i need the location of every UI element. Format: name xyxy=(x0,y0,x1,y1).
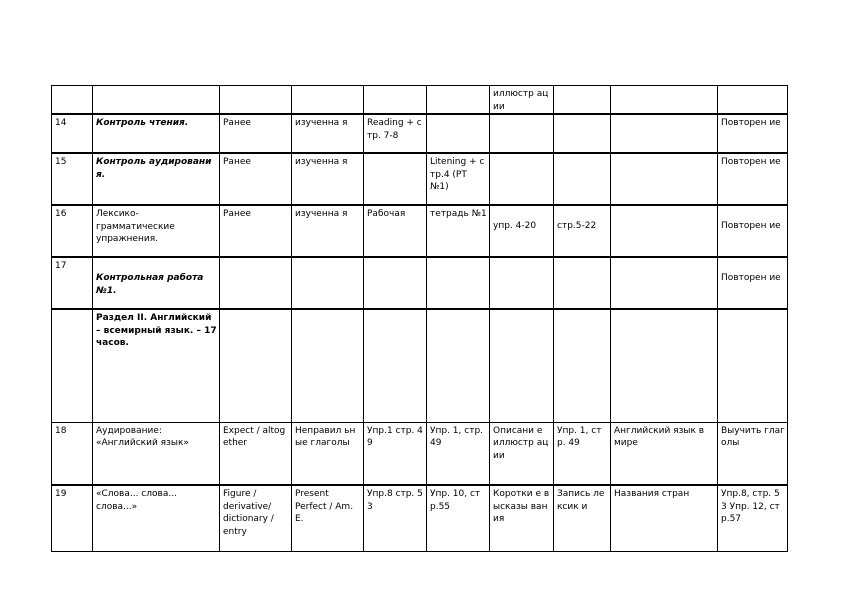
table-cell xyxy=(490,114,554,153)
table-cell: изученна я xyxy=(292,114,364,153)
table-cell: Figure / derivative/ dictionary / entry xyxy=(220,485,292,551)
lesson-number: 14 xyxy=(52,114,93,153)
lesson-number xyxy=(52,309,93,422)
lesson-number xyxy=(52,86,93,115)
table-cell: Запись лексик и xyxy=(554,485,611,551)
table-row xyxy=(52,153,788,205)
table-row xyxy=(52,422,788,485)
table-cell: Упр. 1, стр. 49 xyxy=(427,422,490,485)
lesson-number: 15 xyxy=(52,153,93,205)
table-cell: стр.5-22 xyxy=(554,205,611,257)
table-cell xyxy=(427,257,490,309)
table-cell: Названия стран xyxy=(611,485,718,551)
table-cell: изученна я xyxy=(292,205,364,257)
table-cell xyxy=(292,86,364,115)
table-row xyxy=(52,86,788,115)
table-cell: Повторен ие xyxy=(718,205,788,257)
table-cell: тетрадь №1 xyxy=(427,205,490,257)
table-cell: упр. 4-20 xyxy=(490,205,554,257)
lesson-topic: Контроль аудирования. xyxy=(93,153,220,205)
table-cell xyxy=(364,86,427,115)
lesson-topic xyxy=(93,86,220,115)
table-cell xyxy=(611,257,718,309)
table-cell: Expect / altogether xyxy=(220,422,292,485)
lesson-plan-table xyxy=(51,85,788,552)
lesson-topic: Контроль чтения. xyxy=(93,114,220,153)
table-cell xyxy=(292,309,364,422)
lesson-number: 19 xyxy=(52,485,93,551)
table-cell: Reading + стр. 7-8 xyxy=(364,114,427,153)
table-cell xyxy=(364,153,427,205)
table-cell xyxy=(220,86,292,115)
lesson-number: 18 xyxy=(52,422,93,485)
table-cell xyxy=(718,86,788,115)
section-title: Раздел II. Английский – всемирный язык. – 17 часов. xyxy=(93,309,220,422)
table-cell xyxy=(364,309,427,422)
table-cell: Present Perfect / Am. E. xyxy=(292,485,364,551)
table-cell xyxy=(490,309,554,422)
table-cell xyxy=(554,309,611,422)
table-cell: Ранее xyxy=(220,114,292,153)
table-cell: Коротки е высказы вания xyxy=(490,485,554,551)
lesson-number: 17 xyxy=(52,257,93,309)
table-cell: Рабочая xyxy=(364,205,427,257)
table-cell: изученна я xyxy=(292,153,364,205)
table-cell: Упр. 10, стр.55 xyxy=(427,485,490,551)
table-row xyxy=(52,114,788,153)
table-cell: Упр.8, стр. 53 Упр. 12, стр.57 xyxy=(718,485,788,551)
table-cell: иллюстр ации xyxy=(490,86,554,115)
table-cell xyxy=(554,153,611,205)
table-row xyxy=(52,257,788,309)
table-row xyxy=(52,309,788,422)
table-cell xyxy=(611,114,718,153)
lesson-topic: Аудирование: «Английский язык» xyxy=(93,422,220,485)
table-cell xyxy=(554,114,611,153)
table-cell: Упр.1 стр. 49 xyxy=(364,422,427,485)
lesson-topic: «Слова... слова... слова...» xyxy=(93,485,220,551)
lesson-topic: Контрольная работа №1. xyxy=(93,257,220,309)
table-cell: Английский язык в мире xyxy=(611,422,718,485)
table-cell xyxy=(427,86,490,115)
table-row xyxy=(52,205,788,257)
table-cell xyxy=(554,257,611,309)
table-cell xyxy=(718,309,788,422)
table-cell xyxy=(427,309,490,422)
table-cell xyxy=(611,153,718,205)
table-cell: Повторен ие xyxy=(718,153,788,205)
table-cell xyxy=(611,86,718,115)
table-cell: Упр.8 стр. 53 xyxy=(364,485,427,551)
lesson-topic: Лексико-грамматические упражнения. xyxy=(93,205,220,257)
table-cell: Повторен ие xyxy=(718,114,788,153)
table-cell: Неправил ьные глаголы xyxy=(292,422,364,485)
lesson-number: 16 xyxy=(52,205,93,257)
table-cell xyxy=(611,205,718,257)
table-cell xyxy=(427,114,490,153)
table-cell: Упр. 1, стр. 49 xyxy=(554,422,611,485)
table-cell: Ранее xyxy=(220,205,292,257)
table-cell xyxy=(490,153,554,205)
table-cell xyxy=(554,86,611,115)
table-cell: Повторен ие xyxy=(718,257,788,309)
table-cell: Litening + стр.4 (РТ №1) xyxy=(427,153,490,205)
table-cell: Ранее xyxy=(220,153,292,205)
table-cell: Описани е иллюстр ации xyxy=(490,422,554,485)
table-cell xyxy=(292,257,364,309)
table-cell xyxy=(490,257,554,309)
table-row xyxy=(52,485,788,551)
table-cell xyxy=(220,257,292,309)
table-cell: Выучить глаголы xyxy=(718,422,788,485)
table-cell xyxy=(364,257,427,309)
table-cell xyxy=(611,309,718,422)
table-cell xyxy=(220,309,292,422)
